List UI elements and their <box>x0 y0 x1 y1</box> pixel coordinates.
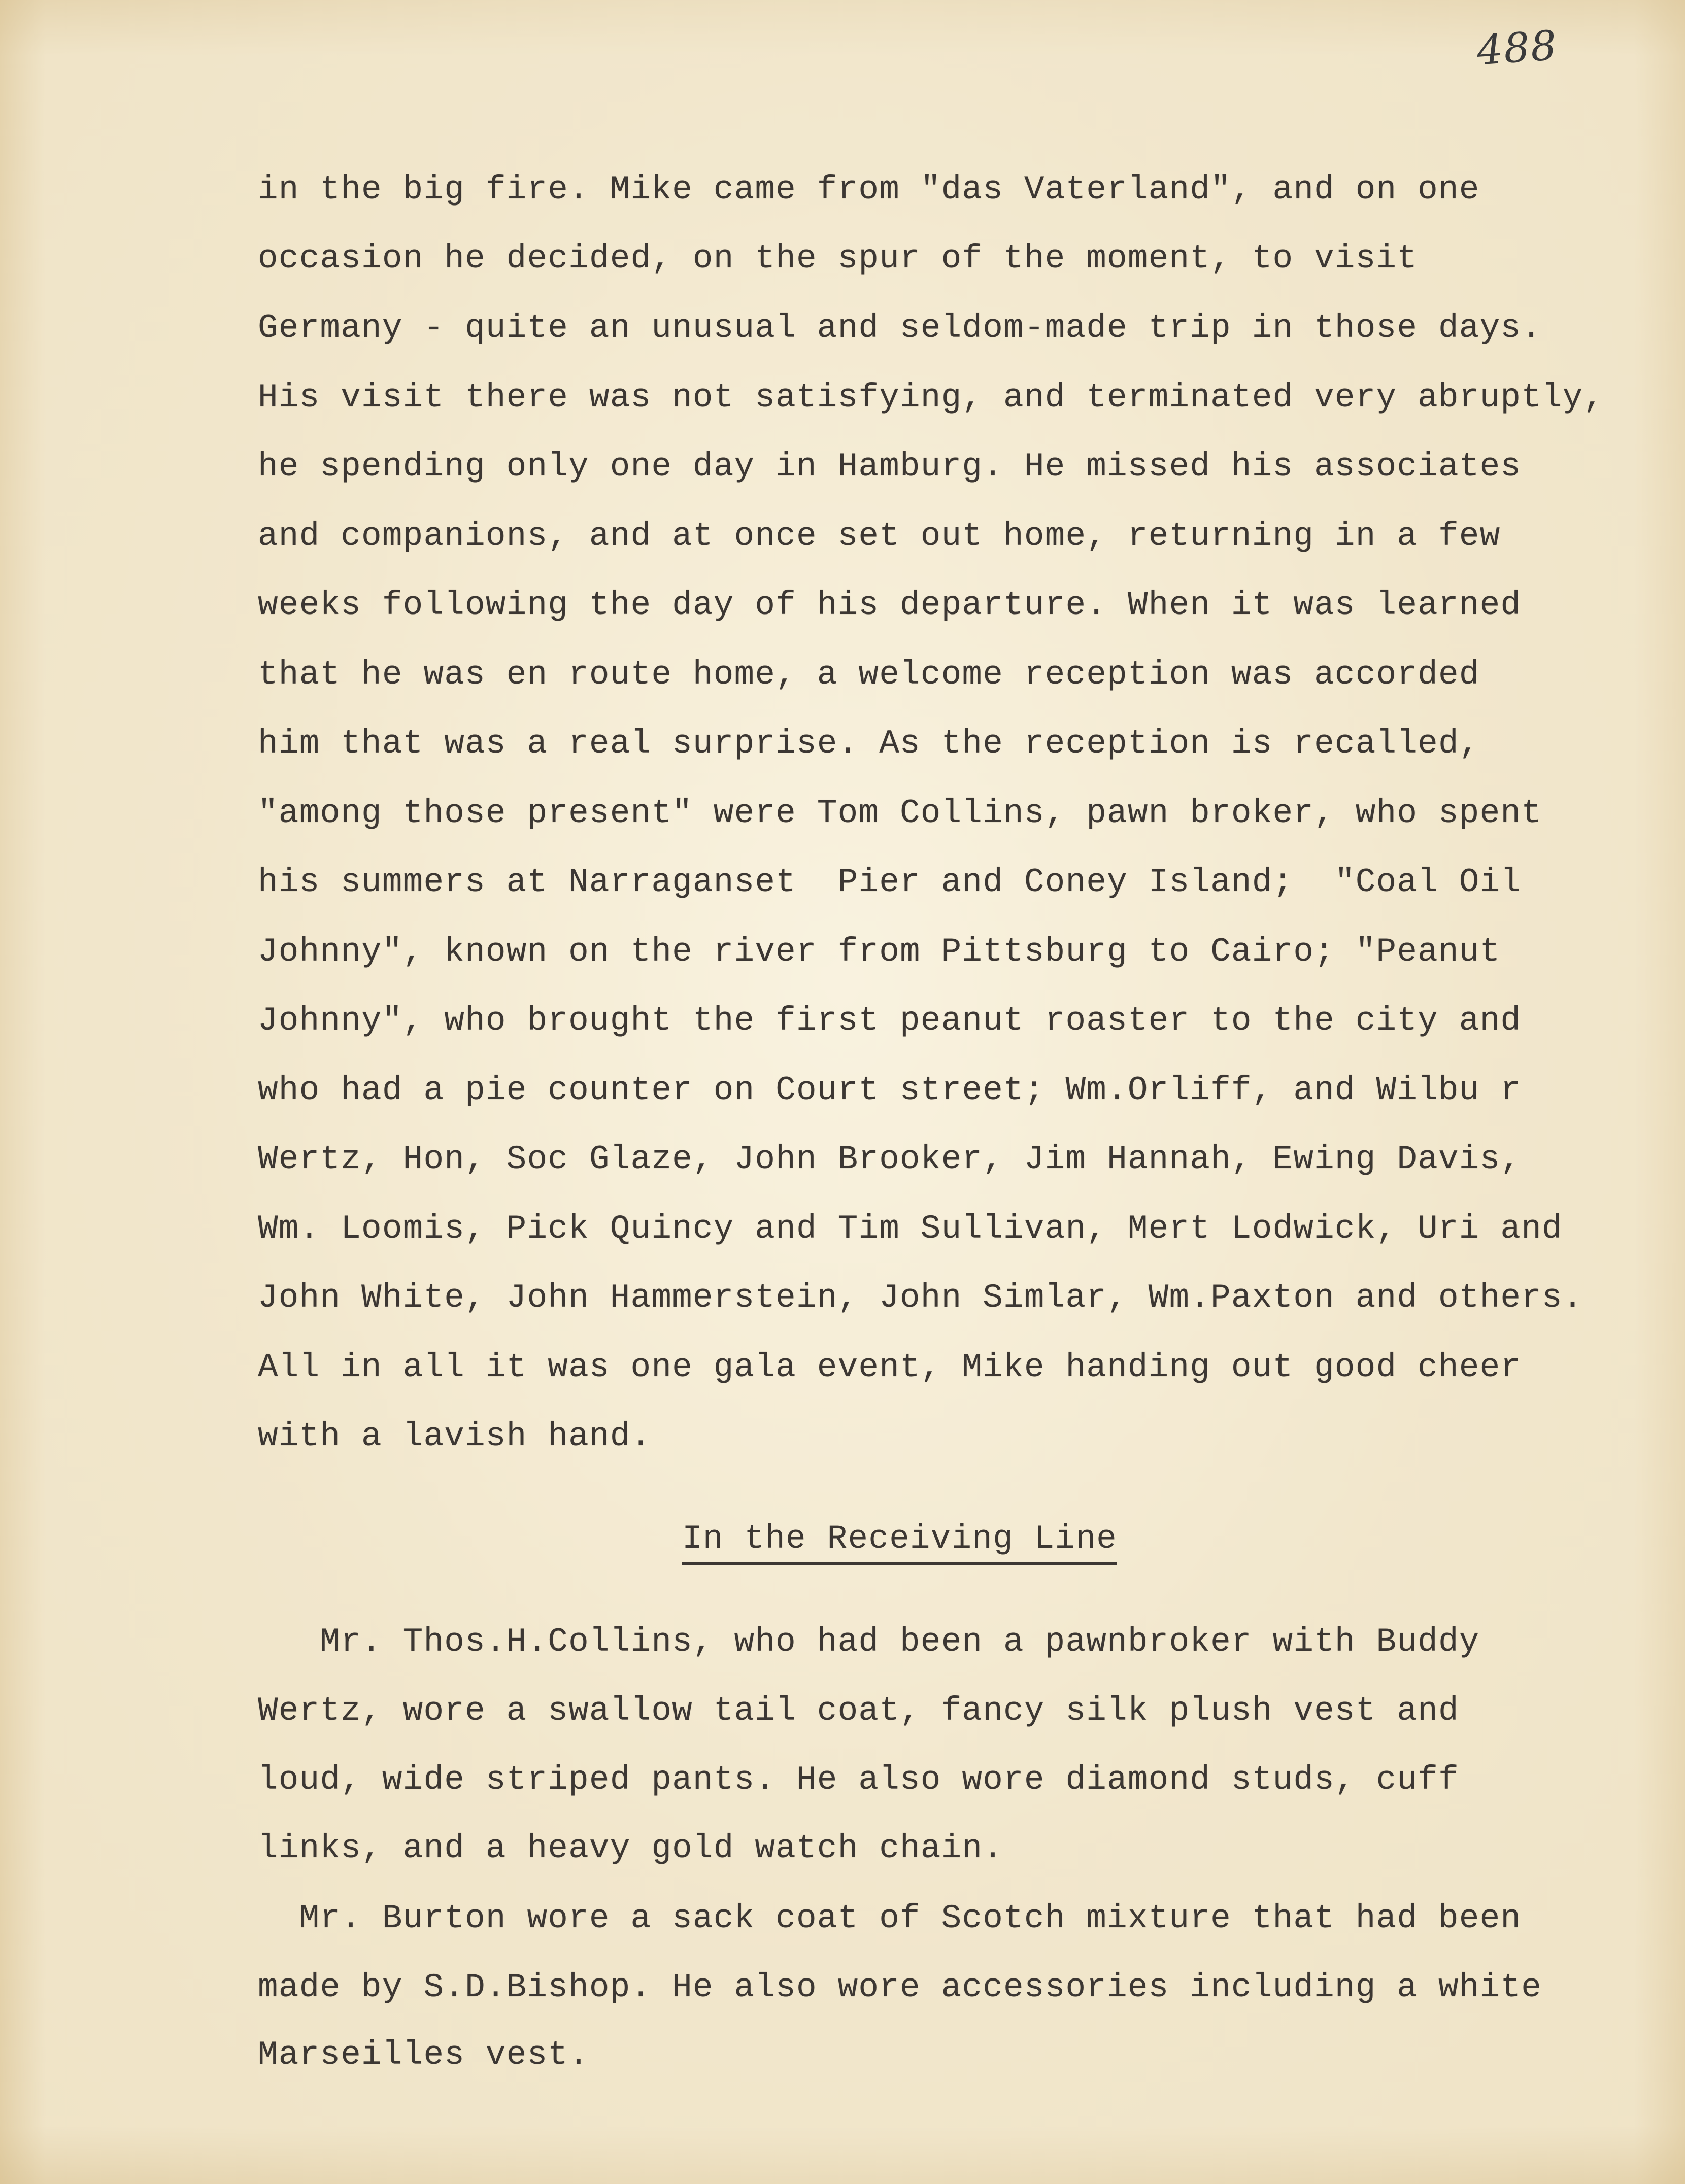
body-line: weeks following the day of his departure. When it was learned <box>258 586 1522 624</box>
body-line: All in all it was one gala event, Mike handing out good cheer <box>258 1348 1522 1386</box>
body-line: "among those present" were Tom Collins, pawn broker, who spent <box>258 794 1542 832</box>
section-line: Mr. Burton wore a sack coat of Scotch mixture that had been <box>258 1899 1522 1937</box>
section-line: Mr. Thos.H.Collins, who had been a pawnbroker with Buddy <box>258 1623 1480 1661</box>
body-line: Wm. Loomis, Pick Quincy and Tim Sullivan, Mert Lodwick, Uri and <box>258 1210 1563 1248</box>
body-line: His visit there was not satisfying, and terminated very abruptly, <box>258 379 1604 417</box>
body-line: he spending only one day in Hamburg. He missed his associates <box>258 448 1522 486</box>
body-line: Germany - quite an unusual and seldom-made trip in those days. <box>258 309 1542 347</box>
body-line: in the big fire. Mike came from "das Vaterland", and on one <box>258 170 1480 209</box>
body-line: that he was en route home, a welcome reception was accorded <box>258 656 1480 694</box>
section-line: made by S.D.Bishop. He also wore accessories including a white <box>258 1968 1542 2006</box>
section-line: Marseilles vest. <box>258 2036 589 2074</box>
body-line: Johnny", who brought the first peanut roaster to the city and <box>258 1002 1522 1040</box>
body-line: his summers at Narraganset Pier and Coney Island; "Coal Oil <box>258 863 1522 901</box>
section-line: Wertz, wore a swallow tail coat, fancy silk plush vest and <box>258 1692 1459 1730</box>
section-line: links, and a heavy gold watch chain. <box>258 1829 1004 1867</box>
body-line: Johnny", known on the river from Pittsburg to Cairo; "Peanut <box>258 933 1501 971</box>
body-line: John White, John Hammerstein, John Simlar, Wm.Paxton and others. <box>258 1279 1583 1317</box>
section-line: loud, wide striped pants. He also wore diamond studs, cuff <box>258 1761 1459 1799</box>
page-number: 488 <box>1475 21 1559 75</box>
section-heading: In the Receiving Line <box>682 1519 1117 1565</box>
body-line: with a lavish hand. <box>258 1417 652 1455</box>
body-line: and companions, and at once set out home, returning in a few <box>258 517 1501 555</box>
body-line: occasion he decided, on the spur of the moment, to visit <box>258 240 1418 278</box>
body-line: him that was a real surprise. As the reception is recalled, <box>258 725 1480 763</box>
body-line: who had a pie counter on Court street; Wm.Orliff, and Wilbu r <box>258 1071 1522 1109</box>
body-line: Wertz, Hon, Soc Glaze, John Brooker, Jim Hannah, Ewing Davis, <box>258 1140 1522 1178</box>
